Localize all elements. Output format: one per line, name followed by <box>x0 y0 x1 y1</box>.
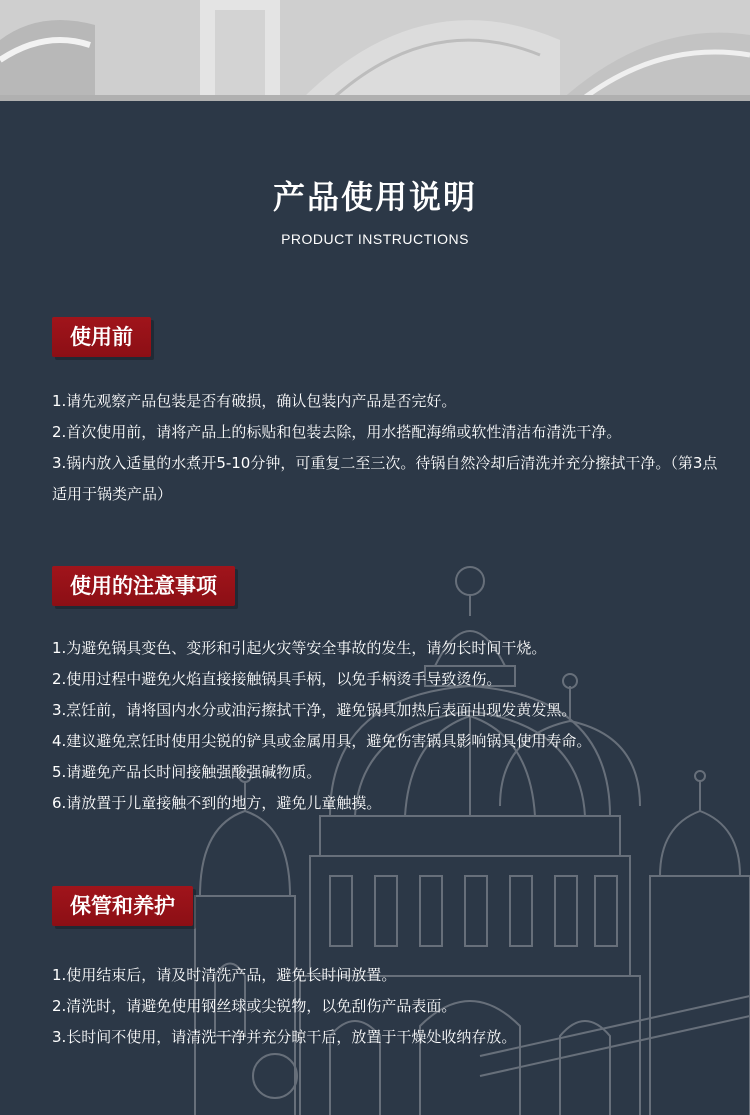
page-subtitle: PRODUCT INSTRUCTIONS <box>281 231 469 247</box>
top-architecture-photo <box>0 0 750 101</box>
list-item: 4.建议避免烹饪时使用尖锐的铲具或金属用具，避免伤害锅具影响锅具使用寿命。 <box>52 732 592 750</box>
section-badge-precautions: 使用的注意事项 <box>52 566 235 606</box>
section-body-before-use <box>52 386 732 510</box>
list-item: 1.请先观察产品包装是否有破损，确认包装内产品是否完好。 <box>52 392 457 410</box>
list-item: 3.锅内放入适量的水煮开5-10分钟，可重复二至三次。待锅自然冷却后清洗并充分擦拭干净。（第3点适用于锅类产品） <box>52 454 718 503</box>
list-item: 2.清洗时，请避免使用钢丝球或尖锐物，以免刮伤产品表面。 <box>52 997 457 1015</box>
list-item: 2.首次使用前，请将产品上的标贴和包装去除，用水搭配海绵或软性清洁布清洗干净。 <box>52 423 622 441</box>
list-item: 2.使用过程中避免火焰直接接触锅具手柄，以免手柄烫手导致烫伤。 <box>52 670 502 688</box>
instructions-panel <box>0 101 750 1115</box>
list-item: 1.为避免锅具变色、变形和引起火灾等安全事故的发生，请勿长时间干烧。 <box>52 639 547 657</box>
list-item: 5.请避免产品长时间接触强酸强碱物质。 <box>52 763 322 781</box>
page-title: 产品使用说明 <box>272 178 477 216</box>
list-item: 1.使用结束后，请及时清洗产品，避免长时间放置。 <box>52 966 397 984</box>
section-body-precautions <box>52 633 732 819</box>
section-badge-storage-care: 保管和养护 <box>52 886 193 926</box>
list-item: 3.烹饪前，请将国内水分或油污擦拭干净，避免锅具加热后表面出现发黄发黑。 <box>52 701 577 719</box>
section-body-storage-care <box>52 960 732 1053</box>
list-item: 3.长时间不使用，请清洗干净并充分晾干后，放置于干燥处收纳存放。 <box>52 1028 517 1046</box>
list-item: 6.请放置于儿童接触不到的地方，避免儿童触摸。 <box>52 794 382 812</box>
section-badge-before-use: 使用前 <box>52 317 151 357</box>
